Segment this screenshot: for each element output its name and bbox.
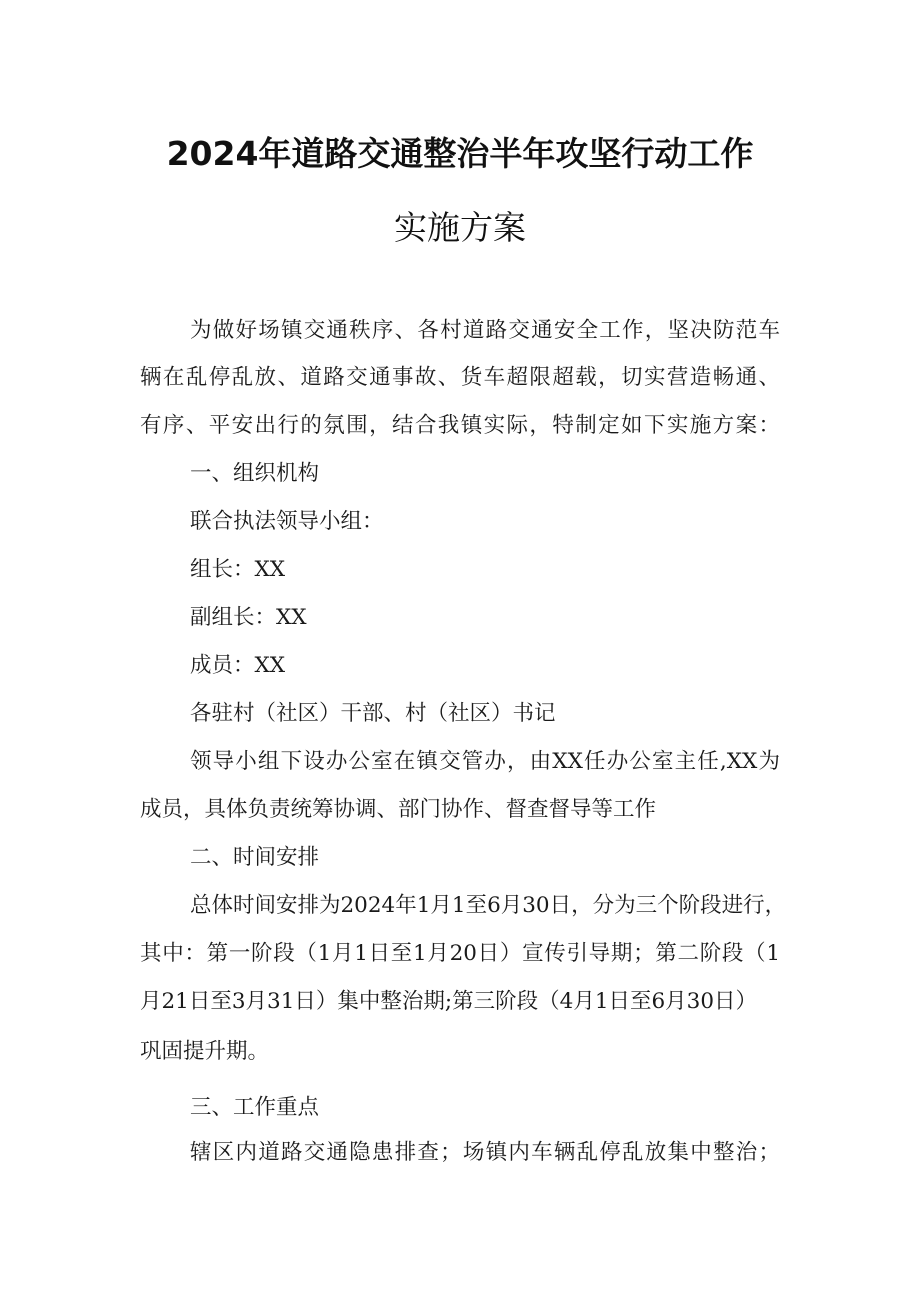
paragraph-line: 巩固提升期。 bbox=[140, 1039, 270, 1064]
paragraph-line: 成员：XX bbox=[190, 653, 286, 678]
paragraph-line: 月21日至3月31日）集中整治期;第三阶段（4月1日至6月30日） bbox=[140, 989, 758, 1014]
paragraph-line: 总体时间安排为2024年1月1至6月30日，分为三个阶段进行， bbox=[190, 893, 787, 918]
paragraph-line: 联合执法领导小组： bbox=[190, 509, 384, 534]
paragraph-line: 成员，具体负责统筹协调、部门协作、督查督导等工作 bbox=[140, 797, 657, 822]
paragraph-line: 组长：XX bbox=[190, 557, 286, 582]
paragraph-line: 有序、平安出行的氛围，结合我镇实际，特制定如下实施方案： bbox=[140, 413, 780, 438]
paragraph-line: 领导小组下设办公室在镇交管办，由XX任办公室主任,XX为 bbox=[190, 749, 780, 774]
document-title-line-1: 2024年道路交通整治半年攻坚行动工作 bbox=[166, 134, 754, 173]
paragraph-line: 各驻村（社区）干部、村（社区）书记 bbox=[190, 701, 556, 726]
paragraph-line: 辖区内道路交通隐患排查；场镇内车辆乱停乱放集中整治； bbox=[190, 1140, 780, 1165]
paragraph-line: 辆在乱停乱放、道路交通事故、货车超限超载，切实营造畅通、 bbox=[140, 365, 780, 390]
section-heading-organization: 一、组织机构 bbox=[190, 461, 320, 486]
paragraph-line: 副组长：XX bbox=[190, 605, 307, 630]
paragraph-line: 为做好场镇交通秩序、各村道路交通安全工作，坚决防范车 bbox=[190, 318, 780, 343]
document-title-line-2: 实施方案 bbox=[394, 208, 526, 247]
section-heading-key-work: 三、工作重点 bbox=[190, 1095, 320, 1120]
paragraph-line: 其中：第一阶段（1月1日至1月20日）宣传引导期；第二阶段（1 bbox=[140, 941, 780, 966]
section-heading-schedule: 二、时间安排 bbox=[190, 845, 320, 870]
